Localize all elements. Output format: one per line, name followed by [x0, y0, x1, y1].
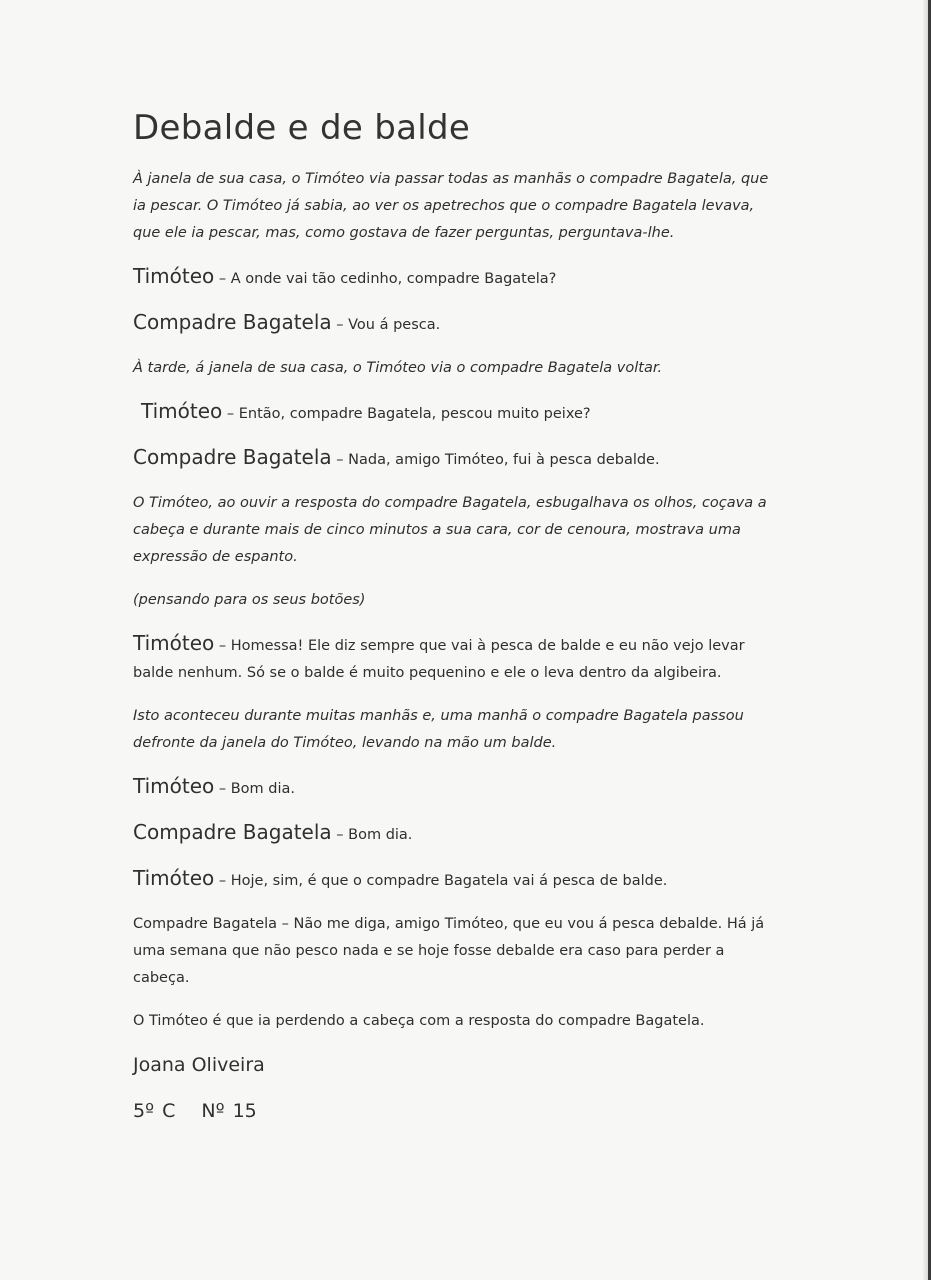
speaker-name: Compadre Bagatela: [133, 445, 332, 469]
dialogue-separator: –: [214, 873, 231, 889]
speaker-name: Timóteo: [141, 399, 223, 423]
dialogue-line: [133, 263, 783, 293]
dialogue-separator: –: [222, 406, 239, 422]
document-title: Debalde e de balde: [133, 108, 471, 148]
dialogue-separator: –: [214, 638, 231, 654]
dialogue-line: [133, 819, 783, 849]
dialogue-separator: –: [331, 827, 349, 843]
dialogue-text: Então, compadre Bagatela, pescou muito peixe?: [238, 406, 591, 422]
narration-paragraph: O Timóteo, ao ouvir a resposta do compadre Bagatela, esbugalhava os olhos, coçava a cabeça e durante mais de cinco minutos a sua cara, cor de cenoura, mostrava uma expressão de espanto.: [133, 495, 767, 565]
document-page: [133, 108, 783, 1125]
class-info: [133, 1097, 783, 1125]
dialogue-text: Bom dia.: [230, 781, 296, 797]
author-name: Joana Oliveira: [133, 1054, 265, 1076]
stage-direction: (pensando para os seus botões): [133, 592, 366, 608]
dialogue-separator: –: [214, 781, 231, 797]
speaker-name: Timóteo: [133, 631, 215, 655]
plain-paragraph: Compadre Bagatela – Não me diga, amigo Timóteo, que eu vou á pesca debalde. Há já uma semana que não pesco nada e se hoje fosse debalde era caso para perder a cabeça.: [133, 916, 765, 986]
class-label: 5º C: [133, 1100, 176, 1122]
dialogue-text: Vou á pesca.: [348, 317, 441, 333]
dialogue-text: Bom dia.: [348, 827, 413, 843]
dialogue-text: Homessa! Ele diz sempre que vai à pesca de balde e eu não vejo levar balde nenhum. Só se o balde é muito pequenino e ele o leva dentro da algibeira.: [133, 638, 745, 681]
dialogue-text: Nada, amigo Timóteo, fui à pesca debalde.: [348, 452, 660, 468]
narration-paragraph: Isto aconteceu durante muitas manhãs e, uma manhã o compadre Bagatela passou defronte da janela do Timóteo, levando na mão um balde.: [133, 708, 744, 751]
dialogue-separator: –: [331, 452, 349, 468]
speaker-name: Compadre Bagatela: [133, 820, 332, 844]
narration-paragraph: À tarde, á janela de sua casa, o Timóteo via o compadre Bagatela voltar.: [133, 360, 663, 376]
dialogue-line: [133, 630, 783, 687]
dialogue-separator: –: [214, 271, 231, 287]
number-label: Nº 15: [201, 1100, 257, 1122]
dialogue-text: Hoje, sim, é que o compadre Bagatela vai á pesca de balde.: [230, 873, 668, 889]
plain-paragraph: O Timóteo é que ia perdendo a cabeça com a resposta do compadre Bagatela.: [133, 1013, 705, 1029]
dialogue-text: A onde vai tão cedinho, compadre Bagatela?: [230, 271, 557, 287]
dialogue-line: [133, 398, 783, 428]
dialogue-line: [133, 773, 783, 803]
narration-paragraph: À janela de sua casa, o Timóteo via passar todas as manhãs o compadre Bagatela, que ia pescar. O Timóteo já sabia, ao ver os apetrechos que o compadre Bagatela levava, que ele ia pescar, mas, como gostava de fazer perguntas, perguntava-lhe.: [133, 171, 769, 241]
speaker-name: Timóteo: [133, 774, 215, 798]
dialogue-line: [133, 309, 783, 339]
speaker-name: Timóteo: [133, 866, 215, 890]
dialogue-line: [133, 444, 783, 474]
speaker-name: Compadre Bagatela: [133, 310, 332, 334]
dialogue-line: [133, 865, 783, 895]
speaker-name: Timóteo: [133, 264, 215, 288]
dialogue-separator: –: [331, 317, 349, 333]
